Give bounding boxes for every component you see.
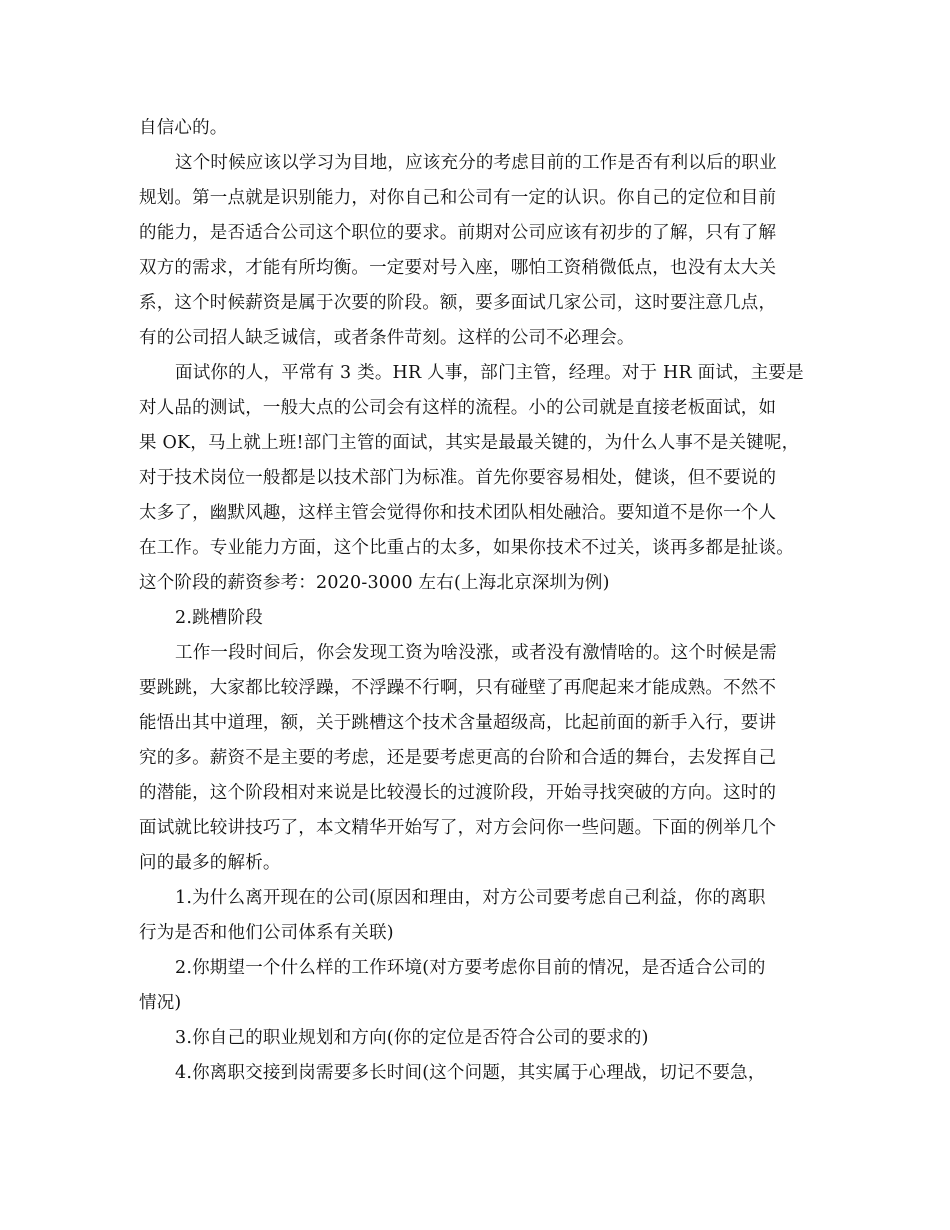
paragraph-line: 能悟出其中道理，额，关于跳槽这个技术含量超级高，比起前面的新手入行，要讲 (139, 713, 777, 733)
paragraph-line: 规划。第一点就是识别能力，对你自己和公司有一定的认识。你自己的定位和目前 (139, 188, 777, 208)
paragraph-line: 究的多。薪资不是主要的考虑，还是要考虑更高的台阶和合适的舞台，去发挥自己 (139, 748, 777, 768)
list-item: 3.你自己的职业规划和方向(你的定位是否符合公司的要求的) (175, 1028, 649, 1048)
paragraph-line: 问的最多的解析。 (139, 853, 281, 873)
paragraph-line: 双方的需求，才能有所均衡。一定要对号入座，哪怕工资稍微低点，也没有太大关 (139, 258, 777, 278)
paragraph-line: 工作一段时间后，你会发现工资为啥没涨，或者没有激情啥的。这个时候是需 (175, 643, 777, 663)
paragraph-line: 自信心的。 (139, 118, 228, 138)
paragraph-line: 这个时候应该以学习为目地，应该充分的考虑目前的工作是否有利以后的职业 (175, 153, 777, 173)
section-heading: 2.跳槽阶段 (175, 608, 263, 628)
list-item: 1.为什么离开现在的公司(原因和理由，对方公司要考虑自己利益，你的离职 (175, 888, 766, 908)
paragraph-line: 果 OK，马上就上班!部门主管的面试，其实是最最关键的，为什么人事不是关键呢， (139, 433, 800, 453)
paragraph-line: 这个阶段的薪资参考：2020-3000 左右(上海北京深圳为例) (139, 573, 610, 593)
list-item-continuation: 行为是否和他们公司体系有关联) (139, 923, 394, 943)
paragraph-line: 要跳跳，大家都比较浮躁，不浮躁不行啊，只有碰壁了再爬起来才能成熟。不然不 (139, 678, 777, 698)
list-item-continuation: 情况) (139, 993, 182, 1013)
paragraph-line: 对人品的测试，一般大点的公司会有这样的流程。小的公司就是直接老板面试，如 (139, 398, 777, 418)
paragraph-line: 有的公司招人缺乏诚信，或者条件苛刻。这样的公司不必理会。 (139, 328, 635, 348)
paragraph-line: 面试你的人，平常有 3 类。HR 人事，部门主管，经理。对于 HR 面试，主要是 (175, 363, 804, 383)
list-item: 4.你离职交接到岗需要多长时间(这个问题，其实属于心理战，切记不要急， (175, 1063, 766, 1083)
paragraph-line: 的潜能，这个阶段相对来说是比较漫长的过渡阶段，开始寻找突破的方向。这时的 (139, 783, 777, 803)
paragraph-line: 面试就比较讲技巧了，本文精华开始写了，对方会问你一些问题。下面的例举几个 (139, 818, 777, 838)
list-item: 2.你期望一个什么样的工作环境(对方要考虑你目前的情况，是否适合公司的 (175, 958, 766, 978)
paragraph-line: 对于技术岗位一般都是以技术部门为标准。首先你要容易相处，健谈，但不要说的 (139, 468, 777, 488)
paragraph-line: 太多了，幽默风趣，这样主管会觉得你和技术团队相处融洽。要知道不是你一个人 (139, 503, 777, 523)
paragraph-line: 的能力，是否适合公司这个职位的要求。前期对公司应该有初步的了解，只有了解 (139, 223, 777, 243)
paragraph-line: 在工作。专业能力方面，这个比重占的太多，如果你技术不过关，谈再多都是扯谈。 (139, 538, 794, 558)
paragraph-line: 系，这个时候薪资是属于次要的阶段。额，要多面试几家公司，这时要注意几点， (139, 293, 777, 313)
